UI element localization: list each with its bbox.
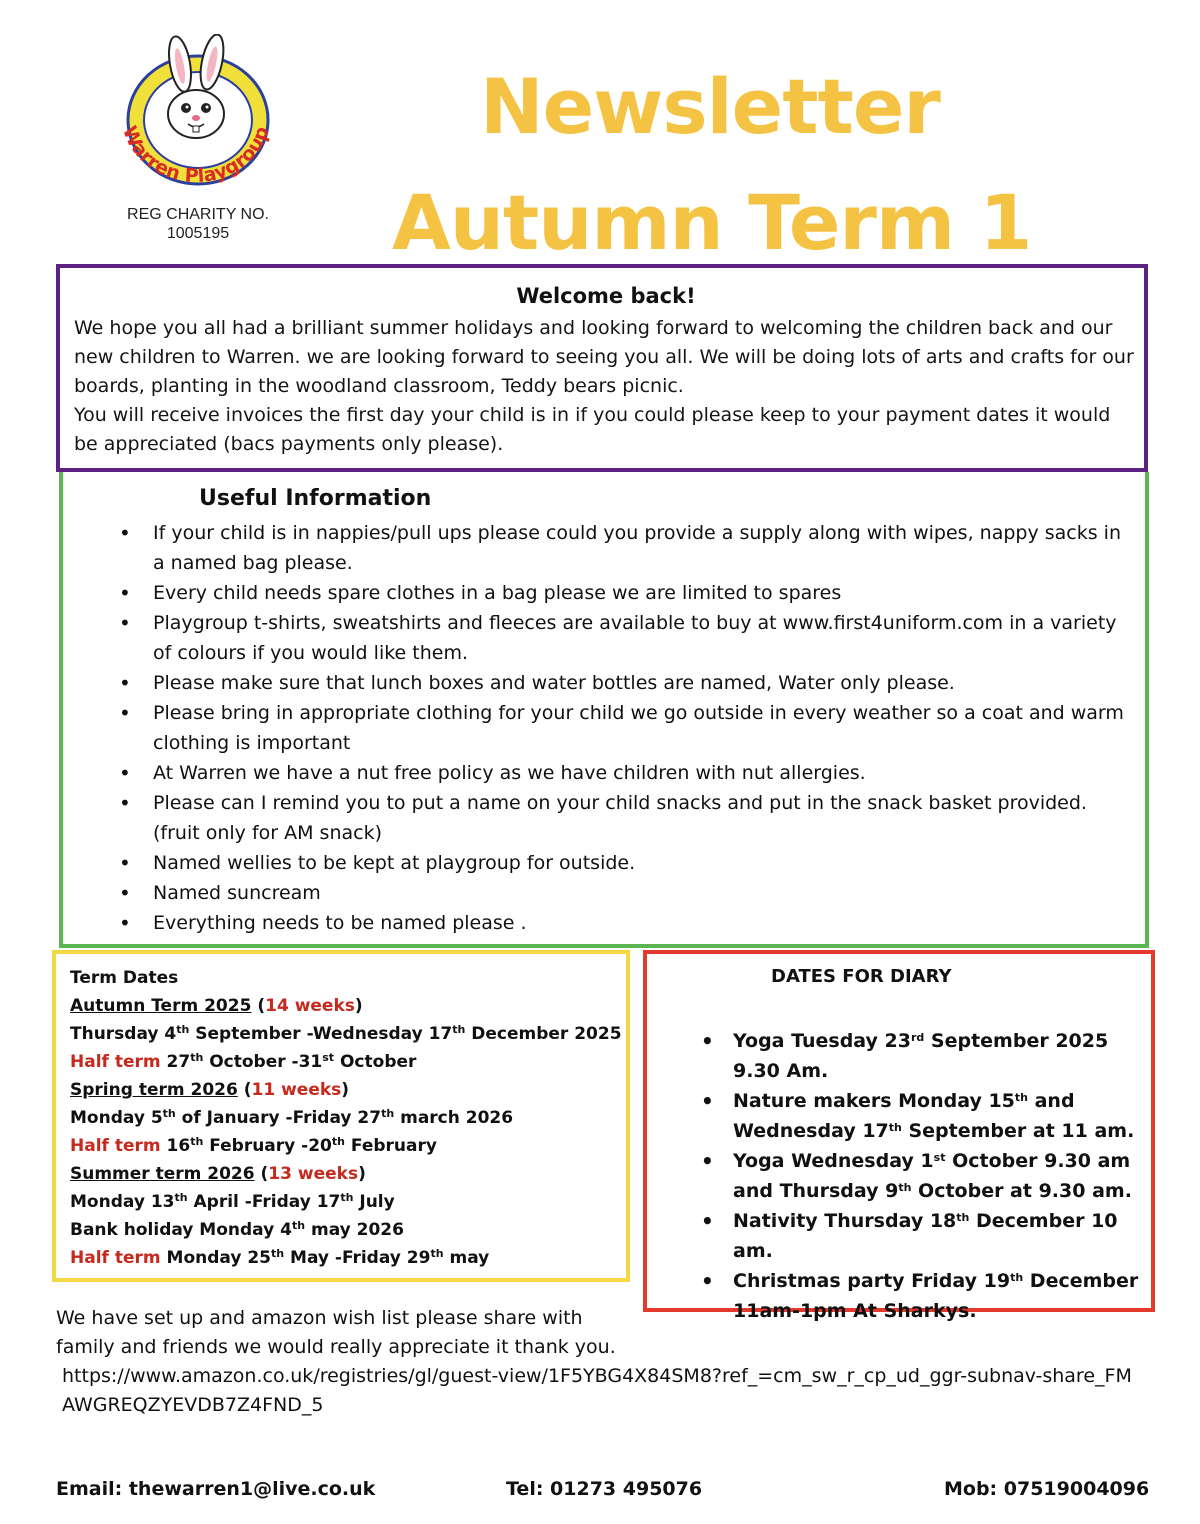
useful-information-list	[113, 518, 1133, 938]
wishlist-section	[56, 1304, 1136, 1420]
list-item: • Everything needs to be named please .	[113, 908, 1133, 938]
list-item: • Please bring in appropriate clothing for your child we go outside in every weather so a coat and warm clothing is important	[113, 698, 1133, 758]
summer-term-dates: Monday 13th April -Friday 17th July	[70, 1191, 395, 1212]
welcome-section	[56, 264, 1148, 472]
list-item: • Please make sure that lunch boxes and water bottles are named, Water only please.	[113, 668, 1133, 698]
list-item: • Named suncream	[113, 878, 1133, 908]
autumn-term-title: Autumn Term 2025 (14 weeks)	[70, 996, 363, 1016]
autumn-term-dates: Thursday 4th September -Wednesday 17th December 2025	[70, 1023, 622, 1044]
spring-term-dates: Monday 5th of January -Friday 27th march 2026	[70, 1107, 514, 1128]
diary-item: • Nature makers Monday 15th and Wednesday 17th September at 11 am.	[697, 1086, 1147, 1146]
bank-holiday: Bank holiday Monday 4th may 2026	[70, 1219, 404, 1240]
diary-item: • Yoga Wednesday 1st October 9.30 am and Thursday 9th October at 9.30 am.	[697, 1146, 1147, 1206]
useful-information-heading: Useful Information	[199, 486, 432, 511]
wishlist-link[interactable]: https://www.amazon.co.uk/registries/gl/guest-view/1F5YBG4X84SM8?ref_=cm_sw_r_cp_ud_ggr-subnav-share_FMAWGREQZYEVDB7Z4FND_5	[62, 1365, 1132, 1416]
spring-half-term: Half term 16th February -20th February	[70, 1135, 437, 1156]
playgroup-logo	[108, 34, 288, 194]
footer-mobile: Mob: 07519004096	[944, 1478, 1150, 1500]
invoice-paragraph: You will receive invoices the first day your child is in if you could please keep to your payment dates it would be appreciated (bacs payments only please).	[74, 404, 1111, 455]
diary-item: • Nativity Thursday 18th December 10 am.	[697, 1206, 1147, 1266]
dates-for-diary-section	[643, 950, 1155, 1322]
term-subtitle: Autumn Term 1	[392, 178, 1032, 267]
list-item: • Playgroup t-shirts, sweatshirts and fleeces are available to buy at www.first4uniform.com in a variety of colours if you would like them.	[113, 608, 1133, 668]
footer-email[interactable]: Email: thewarren1@live.co.uk	[56, 1478, 376, 1500]
charity-label: REG CHARITY NO.	[127, 206, 269, 223]
list-item: • If your child is in nappies/pull ups please could you provide a supply along with wipes, nappy sacks in a named bag please.	[113, 518, 1133, 578]
summer-half-term: Half term Monday 25th May -Friday 29th may	[70, 1247, 490, 1268]
newsletter-title: Newsletter	[480, 62, 940, 151]
welcome-paragraph: We hope you all had a brilliant summer holidays and looking forward to welcoming the children back and our new children to Warren. we are looking forward to seeing you all. We will be doing lots of arts and crafts for our boards, planting in the woodland classroom, Teddy bears picnic.	[74, 317, 1134, 397]
charity-value: 1005195	[166, 225, 230, 242]
wishlist-text: We have set up and amazon wish list please share with family and friends we would really appreciate it thank you.	[56, 1307, 616, 1358]
list-item: • Please can I remind you to put a name on your child snacks and put in the snack basket provided. (fruit only for AM snack)	[113, 788, 1133, 848]
charity-number	[98, 205, 298, 243]
list-item: • At Warren we have a nut free policy as we have children with nut allergies.	[113, 758, 1133, 788]
svg-text:Warren Playgroup: Warren Playgroup	[118, 122, 274, 188]
term-dates-section	[52, 950, 630, 1282]
list-item: • Every child needs spare clothes in a bag please we are limited to spares	[113, 578, 1133, 608]
welcome-heading: Welcome back!	[516, 284, 696, 308]
footer-telephone: Tel: 01273 495076	[506, 1478, 703, 1500]
dates-for-diary-heading: DATES FOR DIARY	[771, 966, 952, 987]
welcome-body	[74, 314, 1134, 459]
summer-term-title: Summer term 2026 (13 weeks)	[70, 1164, 366, 1184]
spring-term-title: Spring term 2026 (11 weeks)	[70, 1080, 350, 1100]
diary-item: • Christmas party Friday 19th December 11am-1pm At Sharkys.	[697, 1266, 1147, 1326]
term-dates-heading: Term Dates	[70, 968, 179, 988]
autumn-half-term: Half term 27th October -31st October	[70, 1051, 417, 1072]
diary-item: • Yoga Tuesday 23rd September 2025 9.30 Am.	[697, 1026, 1147, 1086]
useful-information-section	[59, 472, 1149, 948]
list-item: • Named wellies to be kept at playgroup for outside.	[113, 848, 1133, 878]
bunny-logo-icon	[108, 34, 288, 194]
diary-list	[697, 1026, 1147, 1326]
